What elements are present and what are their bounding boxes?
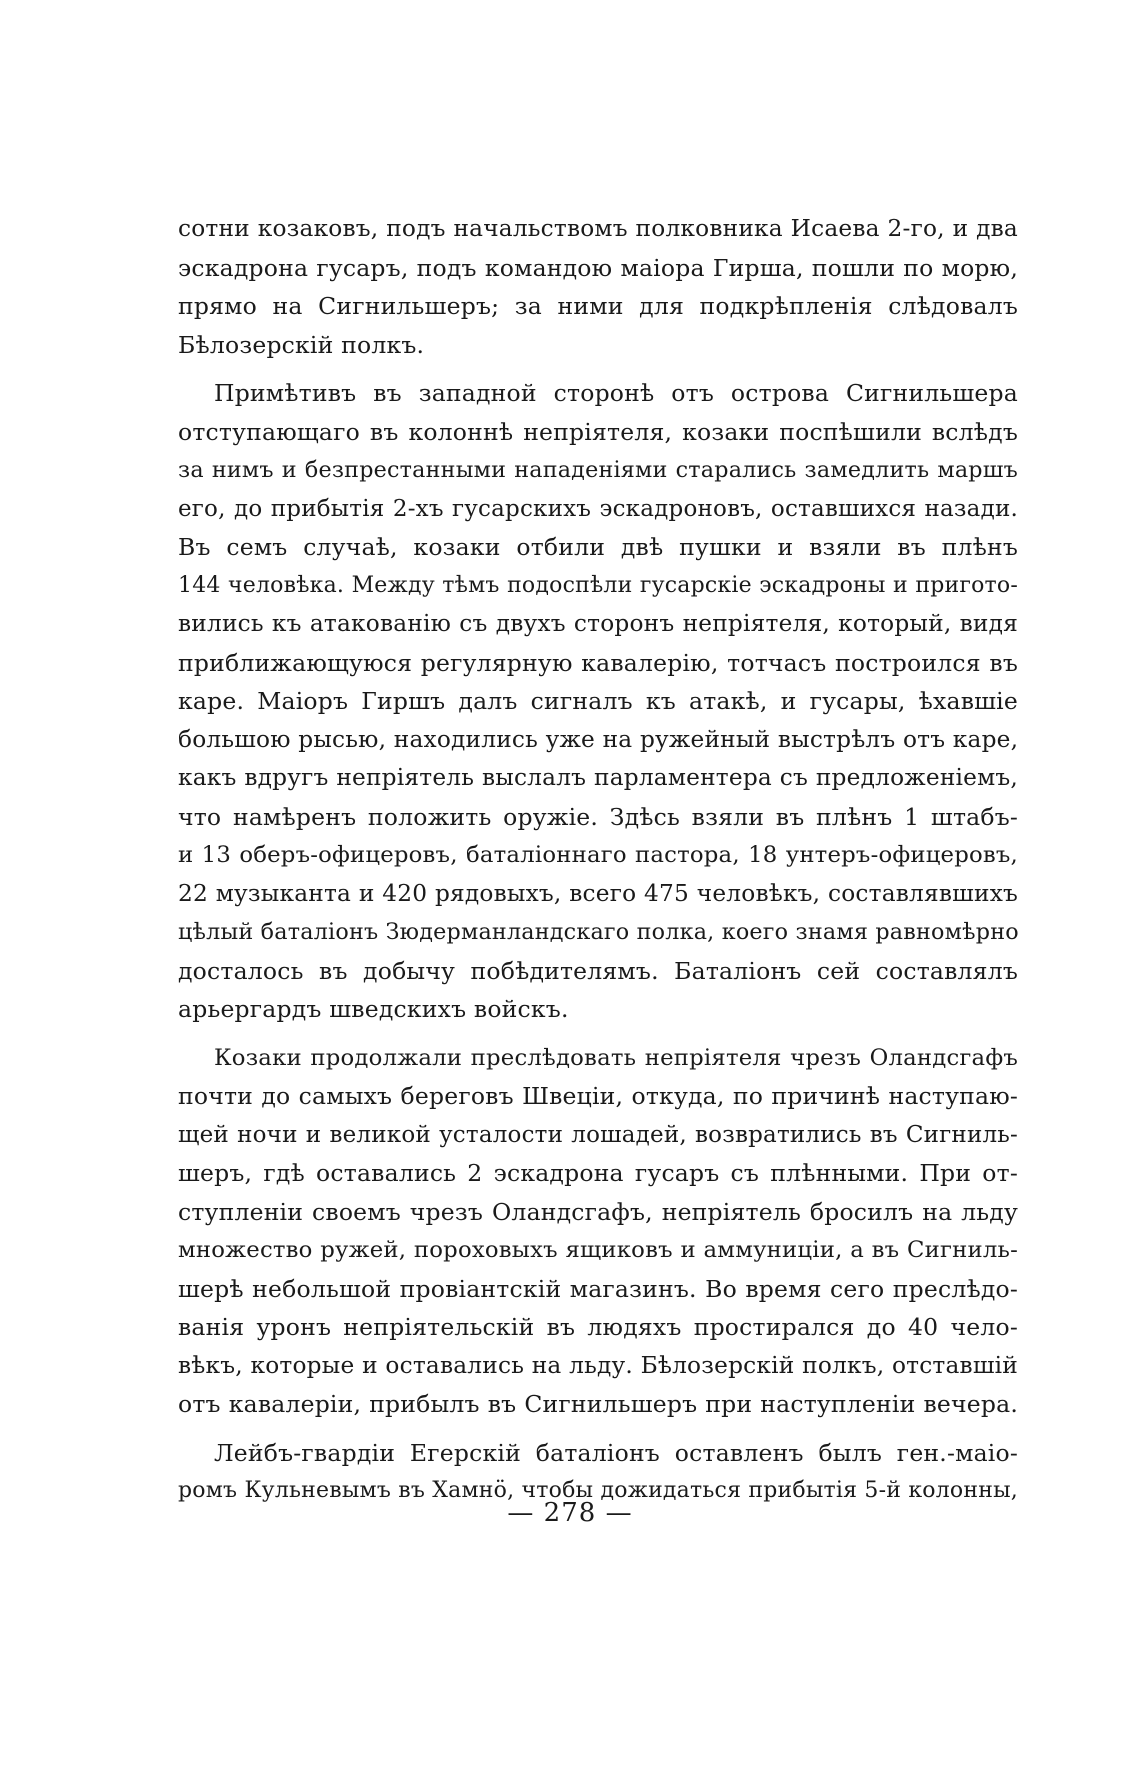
text-line: Козаки продолжали преслѣдовать непріятеля чрезъ Оландсгафъ [214,1044,1018,1071]
text-line: отъ кавалеріи, прибылъ въ Сигнильшеръ при наступленіи вечера. [178,1390,1018,1418]
text-line: Лейбъ-гвардіи Егерскій баталіонъ оставленъ былъ ген.-маіо- [214,1438,1018,1467]
paragraph-3 [178,1039,1018,1424]
text-line: его, до прибытія 2-хъ гусарскихъ эскадроновъ, оставшихся назади. [178,495,1018,522]
text-line: почти до самыхъ береговъ Швеціи, откуда, по причинѣ наступаю- [178,1082,1018,1110]
body-text [178,210,1018,1511]
text-line: 144 человѣка. Между тѣмъ подоспѣли гусарскіе эскадроны и пригото- [178,572,1018,598]
text-line: что намѣренъ положить оружіе. Здѣсь взяли въ плѣнъ 1 штабъ- [178,802,1018,831]
text-line: арьергардъ шведскихъ войскъ. [178,995,569,1023]
paragraph-2 [178,374,1018,1029]
text-line: вились къ атакованію съ двухъ сторонъ непріятеля, который, видя [178,610,1018,637]
text-line: Примѣтивъ въ западной сторонѣ отъ острова Сигнильшера [214,379,1018,407]
text-line: приближающуюся регулярную кавалерію, тотчасъ построился въ [178,648,1018,677]
text-line: шеръ, гдѣ оставались 2 эскадрона гусаръ съ плѣнными. При от- [178,1159,1018,1187]
text-line: щей ночи и великой усталости лошадей, возвратились въ Сигниль- [178,1121,1018,1148]
text-line: отступающаго въ колоннѣ непріятеля, козаки поспѣшили вслѣдъ [178,417,1018,446]
text-line: большою рысью, находились уже на ружейный выстрѣлъ отъ каре, [178,725,1019,753]
text-line: прямо на Сигнильшеръ; за ними для подкрѣпленія слѣдовалъ [178,292,1018,320]
text-line: шерѣ небольшой провіантскій магазинъ. Во время сего преслѣдо- [178,1274,1018,1303]
paragraph-1 [178,210,1018,364]
text-line: за нимъ и безпрестанными нападеніями старались замедлить маршъ [178,457,1018,483]
text-line: ванія уронъ непріятельскій въ людяхъ простирался до 40 чело- [178,1313,1018,1341]
text-line: и 13 оберъ-офицеровъ, баталіоннаго пастора, 18 унтеръ-офицеровъ, [178,842,1018,868]
text-line: ступленіи своемъ чрезъ Оландсгафъ, непріятель бросилъ на льду [178,1197,1018,1226]
text-line: вѣкъ, которые и оставались на льду. Бѣлозерскій полкъ, отставшій [178,1351,1018,1379]
text-line: ромъ Кульневымъ въ Хамнö, чтобы дожидаться прибытія 5-й колонны, [178,1478,1018,1503]
text-line: 22 музыканта и 420 рядовыхъ, всего 475 человѣкъ, составлявшихъ [178,879,1018,907]
text-line: Бѣлозерскій полкъ. [178,330,425,359]
text-line: Въ семъ случаѣ, козаки отбили двѣ пушки и взяли въ плѣнъ [178,533,1018,561]
page-number: — 278 — [507,1498,633,1528]
text-line: досталось въ добычу побѣдителямъ. Баталіонъ сей составлялъ [178,956,1018,985]
text-line: каре. Маіоръ Гиршъ далъ сигналъ къ атакѣ, и гусары, ѣхавшіе [178,687,1018,715]
text-line: цѣлый баталіонъ Зюдерманландскаго полка, коего знамя равномѣрно [178,919,1019,945]
text-line: эскадрона гусаръ, подъ командою маіора Гирша, пошли по морю, [178,253,1018,282]
text-line: какъ вдругъ непріятель выслалъ парламентера съ предложеніемъ, [178,764,1018,791]
text-line: множество ружей, пороховыхъ ящиковъ и аммуниціи, а въ Сигниль- [178,1237,1018,1263]
text-line: сотни козаковъ, подъ начальствомъ полковника Исаева 2-го, и два [178,215,1018,242]
